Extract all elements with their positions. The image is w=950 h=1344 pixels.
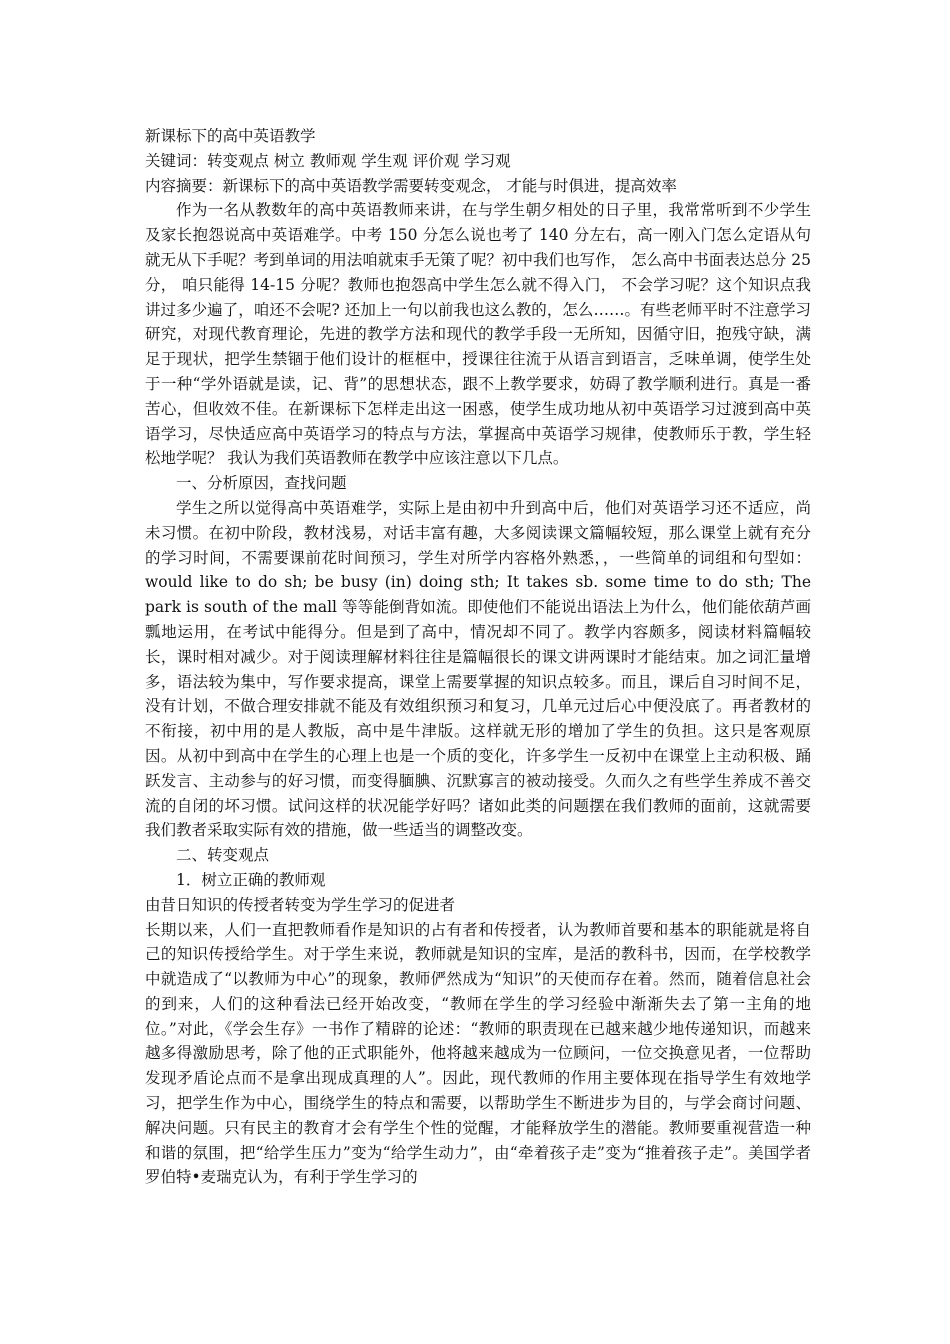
document-body [145, 124, 811, 1190]
document-title: 新课标下的高中英语教学 [145, 127, 316, 145]
section1-paragraph: 学生之所以觉得高中英语难学，实际上是由初中升到高中后，他们对英语学习还不适应，尚未习惯。在初中阶段，教材浅易，对话丰富有趣，大多阅读课文篇幅较短，那么课堂上就有充分的学习时间，不需要课前花时间预习，学生对所学内容格外熟悉，，一些简单的词组和句型如： would like to do sh; be busy (in) doing sth; It takes sb. some time to do sth; The park is south of the mall 等等能倒背如流。即使他们不能说出语法上为什么，他们能依葫芦画瓢地运用，在考试中能得分。但是到了高中，情况却不同了。教学内容颇多，阅读材料篇幅较长，课时相对减少。对于阅读理解材料往往是篇幅很长的课文讲两课时才能结束。加之词汇量增多，语法较为集中，写作要求提高，课堂上需要掌握的知识点较多。而且，课后自习时间不足，没有计划，不做合理安排就不能及有效组织预习和复习，几单元过后心中便没底了。再者教材的不衔接，初中用的是人教版，高中是牛津版。这样就无形的增加了学生的负担。这只是客观原因。从初中到高中在学生的心理上也是一个质的变化，许多学生一反初中在课堂上主动积极、踊跃发言、主动参与的好习惯，而变得腼腆、沉默寡言的被动接受。久而久之有些学生养成不善交流的自闭的坏习惯。试问这样的状况能学好吗？诸如此类的问题摆在我们教师的面前，这就需要我们教者采取实际有效的措施，做一些适当的调整改变。 [145, 498, 811, 840]
section1-heading: 一、分析原因，查找问题 [176, 474, 347, 493]
keywords-line: 关键词：转变观点 树立 教师观 学生观 评价观 学习观 [145, 151, 511, 170]
subsection1-subtitle: 由昔日知识的传授者转变为学生学习的促进者 [145, 895, 456, 914]
subsection1-heading: 1．树立正确的教师观 [176, 870, 326, 889]
intro-paragraph: 作为一名从教数年的高中英语教师来讲，在与学生朝夕相处的日子里，我常常听到不少学生及家长抱怨说高中英语难学。中考 150 分怎么说也考了 140 分左右，高一刚入门怎么定语从句就无从下手呢？考到单词的用法咱就束手无策了呢？初中我们也写作， 怎么高中书面表达总分 25 分， 咱只能得 14-15 分呢？教师也抱怨高中学生怎么就不得入门， 不会学习呢？这个知识点我讲过多少遍了，咱还不会呢? 还加上一句以前我也这么教的，怎么……。有些老师平时不注意学习研究，对现代教育理论，先进的教学方法和现代的教学手段一无所知，因循守旧，抱残守缺，满足于现状，把学生禁锢于他们设计的框框中，授课往往流于从语言到语言，乏味单调，使学生处于一种“学外语就是读，记、背”的思想状态，跟不上教学要求，妨碍了教学顺利进行。真是一番苦心，但收效不佳。在新课标下怎样走出这一困惑，使学生成功地从初中英语学习过渡到高中英语学习，尽快适应高中英语学习的特点与方法，掌握高中英语学习规律，使教师乐于教，学生轻松地学呢？ 我认为我们英语教师在教学中应该注意以下几点。 [145, 201, 811, 468]
abstract-line: 内容摘要：新课标下的高中英语教学需要转变观念， 才能与时俱进，提高效率 [145, 176, 677, 195]
subsection1-paragraph: 长期以来，人们一直把教师看作是知识的占有者和传授者，认为教师首要和基本的职能就是将自己的知识传授给学生。对于学生来说，教师就是知识的宝库，是活的教科书，因而，在学校教学中就造成了“以教师为中心”的现象，教师俨然成为“知识”的天使而存在着。然而，随着信息社会的到来，人们的这种看法已经开始改变，“教师在学生的学习经验中渐渐失去了第一主角的地位。”对此，《学会生存》一书作了精辟的论述：“教师的职责现在已越来越少地传递知识，而越来越多得激励思考，除了他的正式职能外，他将越来越成为一位顾问，一位交换意见者，一位帮助发现矛盾论点而不是拿出现成真理的人”。因此，现代教师的作用主要体现在指导学生有效地学习，把学生作为中心，围绕学生的特点和需要，以帮助学生不断进步为目的，与学会商讨问题、解决问题。只有民主的教育才会有学生个性的觉醒，才能释放学生的潜能。教师要重视营造一种和谐的氛围，把“给学生压力”变为“给学生动力”，由“牵着孩子走”变为“推着孩子走”。美国学者罗伯特•麦瑞克认为，有利于学生学习的 [145, 920, 811, 1187]
section2-heading: 二、转变观点 [176, 846, 270, 865]
